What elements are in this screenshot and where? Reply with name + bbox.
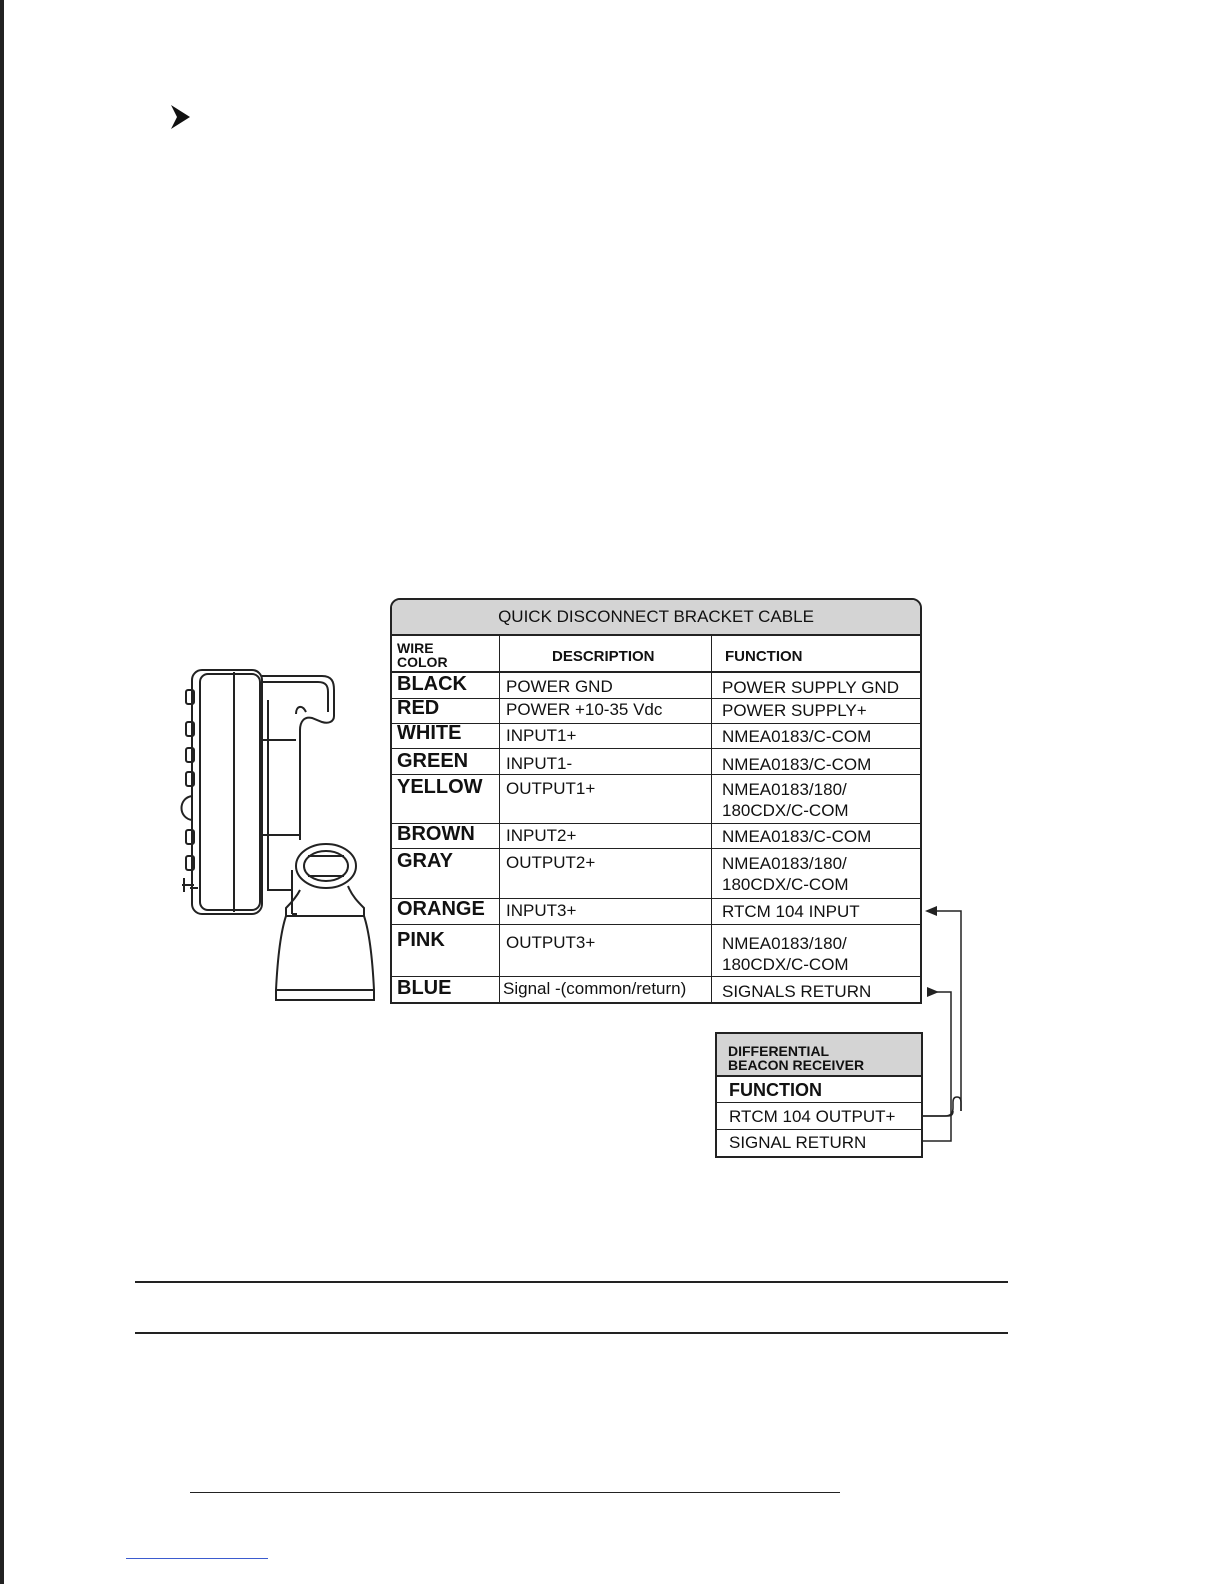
wire-color: YELLOW bbox=[397, 776, 483, 798]
page-edge-bar bbox=[0, 0, 4, 1584]
wire-function: NMEA0183/C-COM bbox=[722, 827, 872, 846]
beacon-title-line1: DIFFERENTIAL bbox=[728, 1043, 830, 1059]
wire-description: INPUT2+ bbox=[506, 826, 577, 845]
beacon-receiver-table bbox=[715, 1032, 923, 1158]
wire-function: NMEA0183/C-COM bbox=[722, 727, 872, 746]
wire-description: OUTPUT1+ bbox=[506, 779, 596, 798]
footer-link-underline[interactable] bbox=[126, 1558, 268, 1559]
wire-description: INPUT3+ bbox=[506, 901, 577, 920]
wire-description: POWER GND bbox=[506, 677, 613, 696]
arrow-head-icon bbox=[927, 987, 939, 997]
wire-description: OUTPUT2+ bbox=[506, 853, 596, 872]
wire-color: GREEN bbox=[397, 750, 469, 772]
beacon-table-title bbox=[717, 1034, 921, 1077]
wire-function-line2: 180CDX/C-COM bbox=[722, 875, 849, 894]
footnote-rule bbox=[190, 1492, 840, 1493]
wire-color: GRAY bbox=[397, 850, 453, 872]
table-row bbox=[392, 749, 920, 775]
description-header: DESCRIPTION bbox=[552, 648, 655, 665]
wire-function: NMEA0183/C-COM bbox=[722, 755, 872, 774]
table-title: QUICK DISCONNECT BRACKET CABLE bbox=[392, 600, 920, 636]
table-header-row bbox=[392, 636, 920, 673]
wire-function: RTCM 104 INPUT bbox=[722, 902, 860, 921]
chevron-right-icon bbox=[170, 104, 192, 130]
wire-description: POWER +10-35 Vdc bbox=[506, 700, 663, 719]
table-row bbox=[392, 824, 920, 849]
beacon-title-line2: BEACON RECEIVER bbox=[728, 1057, 865, 1073]
connection-lines bbox=[915, 895, 975, 1155]
chartplotter-side-view-icon bbox=[172, 660, 382, 1010]
beacon-function-header: FUNCTION bbox=[717, 1077, 921, 1103]
wire-color: BLACK bbox=[397, 673, 467, 695]
beacon-row: RTCM 104 OUTPUT+ bbox=[717, 1103, 921, 1130]
wire-function bbox=[722, 779, 922, 821]
wire-description: OUTPUT3+ bbox=[506, 933, 596, 952]
wire-function bbox=[722, 933, 922, 975]
table-row bbox=[392, 775, 920, 824]
wire-color: BROWN bbox=[397, 823, 475, 845]
arrow-head-icon bbox=[925, 906, 937, 916]
wire-color: WHITE bbox=[397, 722, 462, 744]
wire-function: POWER SUPPLY+ bbox=[722, 701, 867, 720]
rtcm-connection-line bbox=[923, 1097, 961, 1116]
wire-function-line1: NMEA0183/180/ bbox=[722, 934, 847, 953]
table-row bbox=[392, 699, 920, 724]
table-row bbox=[392, 899, 920, 925]
wire-function-line1: NMEA0183/180/ bbox=[722, 854, 847, 873]
wire-function: POWER SUPPLY GND bbox=[722, 678, 899, 697]
wire-color: BLUE bbox=[397, 977, 452, 999]
section-rule-bottom bbox=[135, 1332, 1008, 1334]
section-rule-top bbox=[135, 1281, 1008, 1283]
return-connection-line bbox=[923, 992, 951, 1141]
wire-color: RED bbox=[397, 697, 440, 719]
table-row bbox=[392, 977, 920, 1004]
beacon-row: SIGNAL RETURN bbox=[729, 1133, 867, 1152]
wire-function-line2: 180CDX/C-COM bbox=[722, 801, 849, 820]
table-row bbox=[392, 724, 920, 749]
wire-function: SIGNALS RETURN bbox=[722, 982, 872, 1001]
wire-color: PINK bbox=[397, 929, 445, 951]
wire-function-line1: NMEA0183/180/ bbox=[722, 780, 847, 799]
wire-color-header bbox=[397, 641, 487, 669]
wire-color: ORANGE bbox=[397, 898, 485, 920]
function-header: FUNCTION bbox=[725, 648, 803, 665]
quick-disconnect-cable-table bbox=[390, 598, 922, 1004]
wire-description: Signal -(common/return) bbox=[503, 979, 687, 998]
wire-function bbox=[722, 853, 922, 895]
table-row bbox=[392, 849, 920, 899]
wire-description: INPUT1+ bbox=[506, 726, 577, 745]
table-row bbox=[392, 673, 920, 699]
wire-color-header-line2: COLOR bbox=[397, 654, 448, 670]
wire-description: INPUT1- bbox=[506, 754, 573, 773]
wire-color-header-line1: WIRE bbox=[397, 640, 434, 656]
wire-function-line2: 180CDX/C-COM bbox=[722, 955, 849, 974]
table-row bbox=[392, 925, 920, 977]
